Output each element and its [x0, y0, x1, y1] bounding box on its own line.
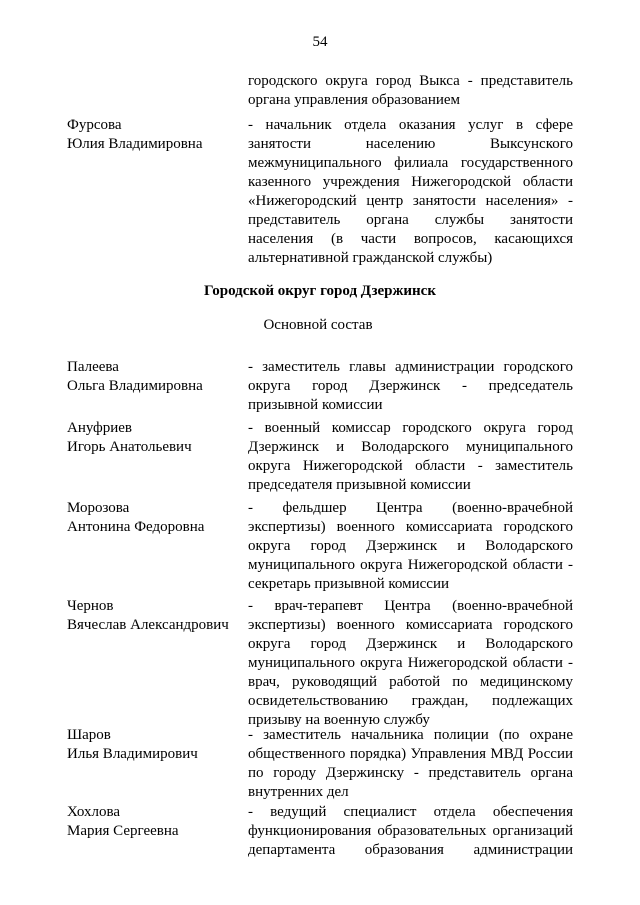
- member-name: [67, 419, 247, 457]
- member-role: [248, 116, 573, 268]
- role-line: межмуниципального филиала государственного: [248, 155, 573, 171]
- role-line: муниципального округа Нижегородской области -: [248, 655, 573, 671]
- role-line: «Нижегородский центр занятости населения» -: [248, 193, 573, 209]
- section-title: Городской округ город Дзержинск: [204, 283, 436, 299]
- role-line: секретарь призывной комиссии: [248, 576, 450, 592]
- role-line: призыву на военную службу: [248, 712, 430, 728]
- role-line: по городу Дзержинску - представитель органа: [248, 765, 573, 781]
- member-surname: Палеева: [67, 359, 119, 375]
- role-line: округа Нижегородской области - заместитель: [248, 458, 573, 474]
- role-line: - военный комиссар городского округа город: [248, 420, 573, 436]
- member-surname: Фурсова: [67, 117, 122, 133]
- role-line: - ведущий специалист отдела обеспечения: [248, 804, 573, 820]
- role-line: - заместитель начальника полиции (по охране: [248, 727, 573, 743]
- role-line: городского округа город Выкса - представитель: [248, 73, 573, 89]
- member-role: [248, 499, 573, 594]
- member-given-name: Илья Владимирович: [67, 746, 198, 762]
- section-subtitle: Основной состав: [263, 317, 373, 333]
- role-line: - заместитель главы администрации городского: [248, 359, 573, 375]
- role-line: муниципального округа Нижегородской области -: [248, 557, 573, 573]
- member-name: [67, 116, 247, 154]
- role-line: - фельдшер Центра (военно-врачебной: [248, 500, 573, 516]
- member-given-name: Антонина Федоровна: [67, 519, 205, 535]
- role-line: Дзержинск и Володарского муниципального: [248, 439, 573, 455]
- role-line: врач, руководящий работой по медицинскому: [248, 674, 573, 690]
- member-name: [67, 803, 247, 841]
- member-name: [67, 358, 247, 396]
- role-line: экспертизы) военного комиссариата городского: [248, 617, 573, 633]
- role-line: представитель органа службы занятости: [248, 212, 573, 228]
- member-role: [248, 597, 573, 730]
- role-line: функционирования образовательных организаций: [248, 823, 573, 839]
- role-line: - начальник отдела оказания услуг в сфере: [248, 117, 573, 133]
- member-role: [248, 72, 573, 110]
- member-name: [67, 726, 247, 764]
- role-line: общественного порядка) Управления МВД России: [248, 746, 573, 762]
- member-given-name: Вячеслав Александрович: [67, 617, 229, 633]
- role-line: - врач-терапевт Центра (военно-врачебной: [248, 598, 573, 614]
- role-line: альтернативной гражданской службы): [248, 250, 493, 266]
- role-line: освидетельствованию граждан, подлежащих: [248, 693, 573, 709]
- role-line: департамента образования администрации: [248, 842, 573, 858]
- member-given-name: Юлия Владимировна: [67, 136, 203, 152]
- member-given-name: Игорь Анатольевич: [67, 439, 192, 455]
- member-role: [248, 726, 573, 802]
- role-line: внутренних дел: [248, 784, 349, 800]
- page-number: 54: [312, 34, 328, 50]
- role-line: занятости населению Выксунского: [248, 136, 573, 152]
- member-surname: Ануфриев: [67, 420, 132, 436]
- role-line: казенного учреждения Нижегородской области: [248, 174, 573, 190]
- role-line: экспертизы) военного комиссариата городского: [248, 519, 573, 535]
- role-line: населения (в части вопросов, касающихся: [248, 231, 573, 247]
- member-role: [248, 358, 573, 415]
- member-given-name: Ольга Владимировна: [67, 378, 203, 394]
- member-role: [248, 803, 573, 860]
- member-surname: Шаров: [67, 727, 111, 743]
- member-name: [67, 597, 247, 635]
- member-role: [248, 419, 573, 495]
- role-line: призывной комиссии: [248, 397, 383, 413]
- role-line: округа город Дзержинск - председатель: [248, 378, 573, 394]
- role-line: председателя призывной комиссии: [248, 477, 471, 493]
- role-line: органа управления образованием: [248, 92, 461, 108]
- member-surname: Морозова: [67, 500, 130, 516]
- role-line: округа город Дзержинск и Володарского: [248, 538, 573, 554]
- member-name: [67, 499, 247, 537]
- member-surname: Чернов: [67, 598, 114, 614]
- member-surname: Хохлова: [67, 804, 121, 820]
- member-given-name: Мария Сергеевна: [67, 823, 179, 839]
- role-line: округа город Дзержинск и Володарского: [248, 636, 573, 652]
